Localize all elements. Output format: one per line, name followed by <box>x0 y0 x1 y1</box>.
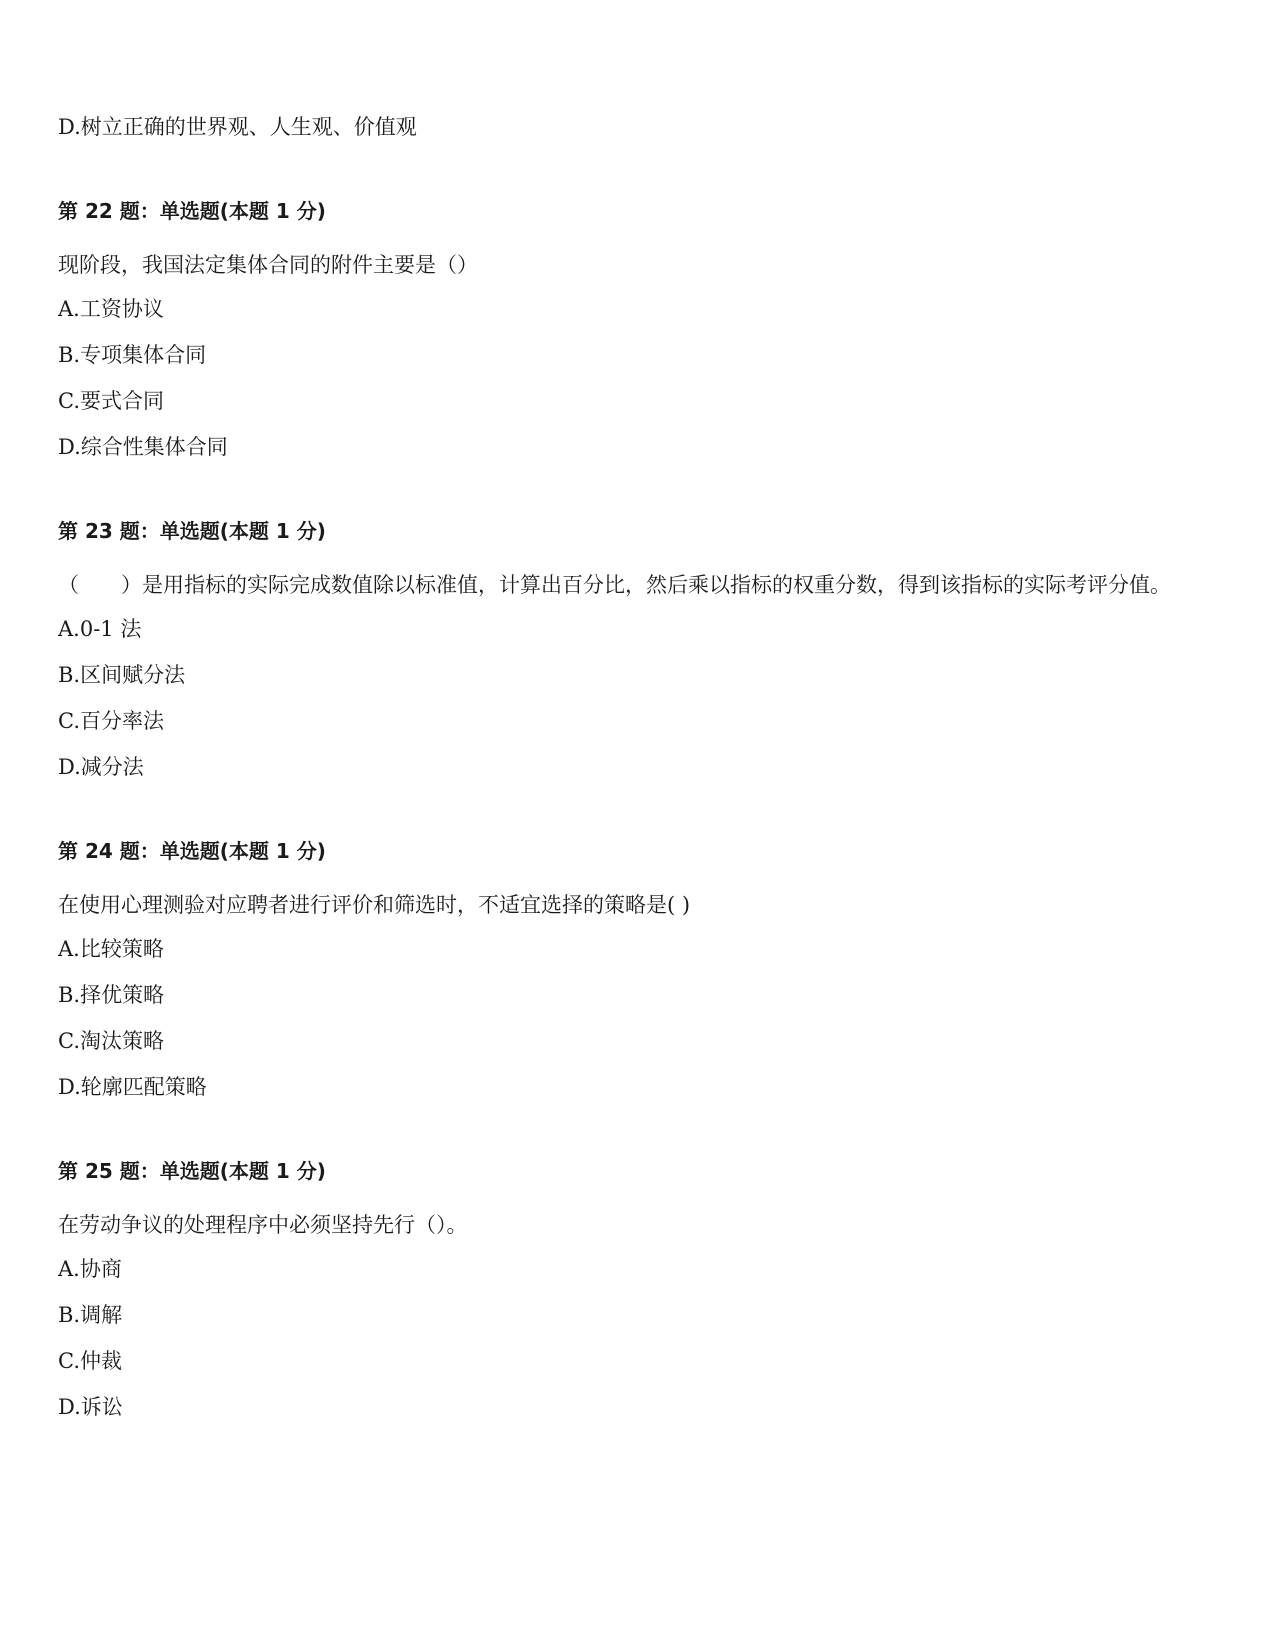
question-heading: 第 25 题：单选题(本题 1 分) <box>58 1159 326 1183</box>
option-d: D.减分法 <box>58 755 144 779</box>
option-b: B.调解 <box>58 1303 123 1327</box>
question-22 <box>58 194 1208 476</box>
question-heading: 第 23 题：单选题(本题 1 分) <box>58 519 326 543</box>
option-c: C.仲裁 <box>58 1349 122 1373</box>
option-b: B.专项集体合同 <box>58 343 207 367</box>
question-heading: 第 24 题：单选题(本题 1 分) <box>58 839 326 863</box>
option-c: C.淘汰策略 <box>58 1029 164 1053</box>
option-a: A.协商 <box>58 1257 122 1281</box>
option-c: C.百分率法 <box>58 709 164 733</box>
option-a: A.工资协议 <box>58 297 164 321</box>
option-b: B.择优策略 <box>58 983 165 1007</box>
question-stem: （ ）是用指标的实际完成数值除以标准值，计算出百分比，然后乘以指标的权重分数，得到该指标的实际考评分值。 <box>58 573 1171 597</box>
question-heading: 第 22 题：单选题(本题 1 分) <box>58 199 326 223</box>
option-q21-d: D.树立正确的世界观、人生观、价值观 <box>58 115 417 139</box>
exam-page <box>58 110 1208 1436</box>
question-24 <box>58 834 1208 1116</box>
option-a: A.比较策略 <box>58 937 164 961</box>
option-d: D.综合性集体合同 <box>58 435 228 459</box>
question-25 <box>58 1154 1208 1436</box>
question-stem: 现阶段，我国法定集体合同的附件主要是（） <box>58 253 478 277</box>
option-c: C.要式合同 <box>58 389 164 413</box>
question-stem: 在劳动争议的处理程序中必须坚持先行（）。 <box>58 1213 468 1237</box>
option-a: A.0-1 法 <box>58 617 142 641</box>
question-stem: 在使用心理测验对应聘者进行评价和筛选时，不适宜选择的策略是( ) <box>58 893 691 917</box>
option-b: B.区间赋分法 <box>58 663 186 687</box>
option-d: D.诉讼 <box>58 1395 123 1419</box>
option-d: D.轮廓匹配策略 <box>58 1075 207 1099</box>
question-23 <box>58 514 1208 796</box>
